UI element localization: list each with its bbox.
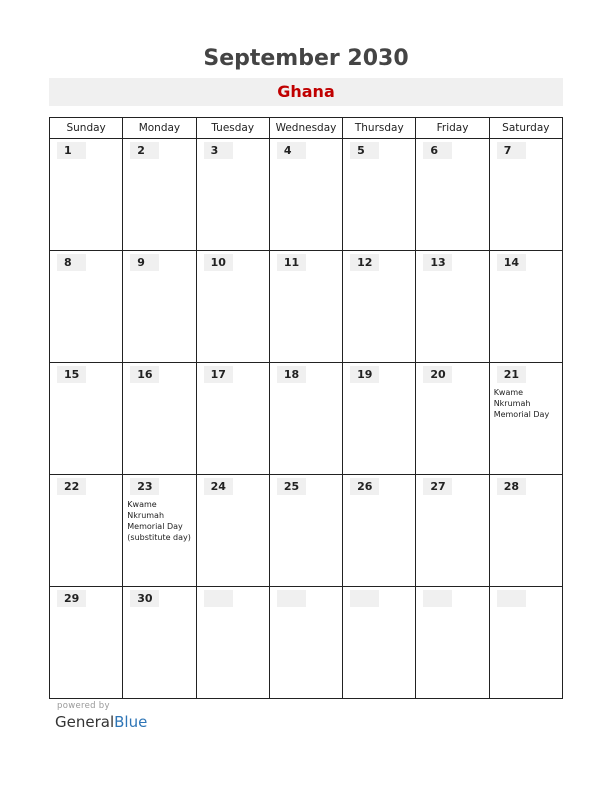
day-number xyxy=(204,590,233,607)
powered-by-text: powered by xyxy=(57,701,110,711)
day-cell xyxy=(489,251,562,363)
weekday-tuesday: Tuesday xyxy=(196,118,269,139)
week-row xyxy=(50,251,563,363)
page-title: September 2030 xyxy=(203,46,409,71)
day-number: 11 xyxy=(277,254,306,271)
day-number xyxy=(423,590,452,607)
weekday-header-row xyxy=(50,118,563,139)
week-row xyxy=(50,475,563,587)
day-cell xyxy=(50,587,123,699)
calendar-grid xyxy=(49,117,563,699)
weekday-monday: Monday xyxy=(123,118,196,139)
day-cell xyxy=(343,363,416,475)
day-number: 1 xyxy=(57,142,86,159)
day-number: 4 xyxy=(277,142,306,159)
brand-part-blue: Blue xyxy=(114,713,148,731)
country-name: Ghana xyxy=(277,82,335,101)
week-row xyxy=(50,139,563,251)
day-number: 25 xyxy=(277,478,306,495)
day-number: 12 xyxy=(350,254,379,271)
brand-part-general: General xyxy=(55,713,115,731)
day-number: 22 xyxy=(57,478,86,495)
day-number: 20 xyxy=(423,366,452,383)
day-cell xyxy=(123,139,196,251)
day-cell xyxy=(416,363,489,475)
day-number: 15 xyxy=(57,366,86,383)
day-number xyxy=(277,590,306,607)
day-cell xyxy=(50,363,123,475)
day-number: 9 xyxy=(130,254,159,271)
week-row xyxy=(50,587,563,699)
day-cell xyxy=(123,587,196,699)
day-cell xyxy=(489,139,562,251)
day-number: 27 xyxy=(423,478,452,495)
brand-logo xyxy=(55,713,147,731)
day-cell xyxy=(123,251,196,363)
day-number: 13 xyxy=(423,254,452,271)
day-number: 28 xyxy=(497,478,526,495)
day-cell xyxy=(123,363,196,475)
day-cell xyxy=(50,475,123,587)
day-cell xyxy=(196,139,269,251)
day-number xyxy=(350,590,379,607)
weekday-saturday: Saturday xyxy=(489,118,562,139)
day-number: 3 xyxy=(204,142,233,159)
day-cell xyxy=(489,363,562,475)
day-number: 18 xyxy=(277,366,306,383)
day-number: 8 xyxy=(57,254,86,271)
calendar-body xyxy=(50,139,563,699)
day-cell xyxy=(50,139,123,251)
day-cell xyxy=(196,251,269,363)
weekday-friday: Friday xyxy=(416,118,489,139)
weekday-wednesday: Wednesday xyxy=(269,118,342,139)
day-number: 10 xyxy=(204,254,233,271)
day-number: 6 xyxy=(423,142,452,159)
week-row xyxy=(50,363,563,475)
day-number: 21 xyxy=(497,366,526,383)
day-cell xyxy=(416,139,489,251)
day-cell xyxy=(489,587,562,699)
country-banner xyxy=(49,78,563,106)
day-number: 26 xyxy=(350,478,379,495)
day-cell xyxy=(343,475,416,587)
day-number xyxy=(497,590,526,607)
day-cell xyxy=(196,587,269,699)
day-number: 17 xyxy=(204,366,233,383)
holiday-event: Kwame Nkrumah Memorial Day xyxy=(493,388,550,419)
day-cell xyxy=(269,251,342,363)
day-cell xyxy=(489,475,562,587)
day-number: 7 xyxy=(497,142,526,159)
day-cell xyxy=(50,251,123,363)
day-number: 2 xyxy=(130,142,159,159)
day-cell xyxy=(343,251,416,363)
day-cell xyxy=(123,475,196,587)
day-number: 24 xyxy=(204,478,233,495)
day-cell xyxy=(416,475,489,587)
weekday-thursday: Thursday xyxy=(343,118,416,139)
day-cell xyxy=(343,587,416,699)
day-cell xyxy=(196,475,269,587)
day-cell xyxy=(416,251,489,363)
day-number: 5 xyxy=(350,142,379,159)
day-number: 19 xyxy=(350,366,379,383)
holiday-event: Kwame Nkrumah Memorial Day (substitute day) xyxy=(127,500,191,542)
day-number: 29 xyxy=(57,590,86,607)
day-cell xyxy=(269,363,342,475)
day-cell xyxy=(196,363,269,475)
weekday-sunday: Sunday xyxy=(50,118,123,139)
day-number: 23 xyxy=(130,478,159,495)
day-cell xyxy=(416,587,489,699)
day-cell xyxy=(343,139,416,251)
day-cell xyxy=(269,139,342,251)
day-number: 14 xyxy=(497,254,526,271)
day-cell xyxy=(269,475,342,587)
day-number: 30 xyxy=(130,590,159,607)
day-number: 16 xyxy=(130,366,159,383)
day-cell xyxy=(269,587,342,699)
